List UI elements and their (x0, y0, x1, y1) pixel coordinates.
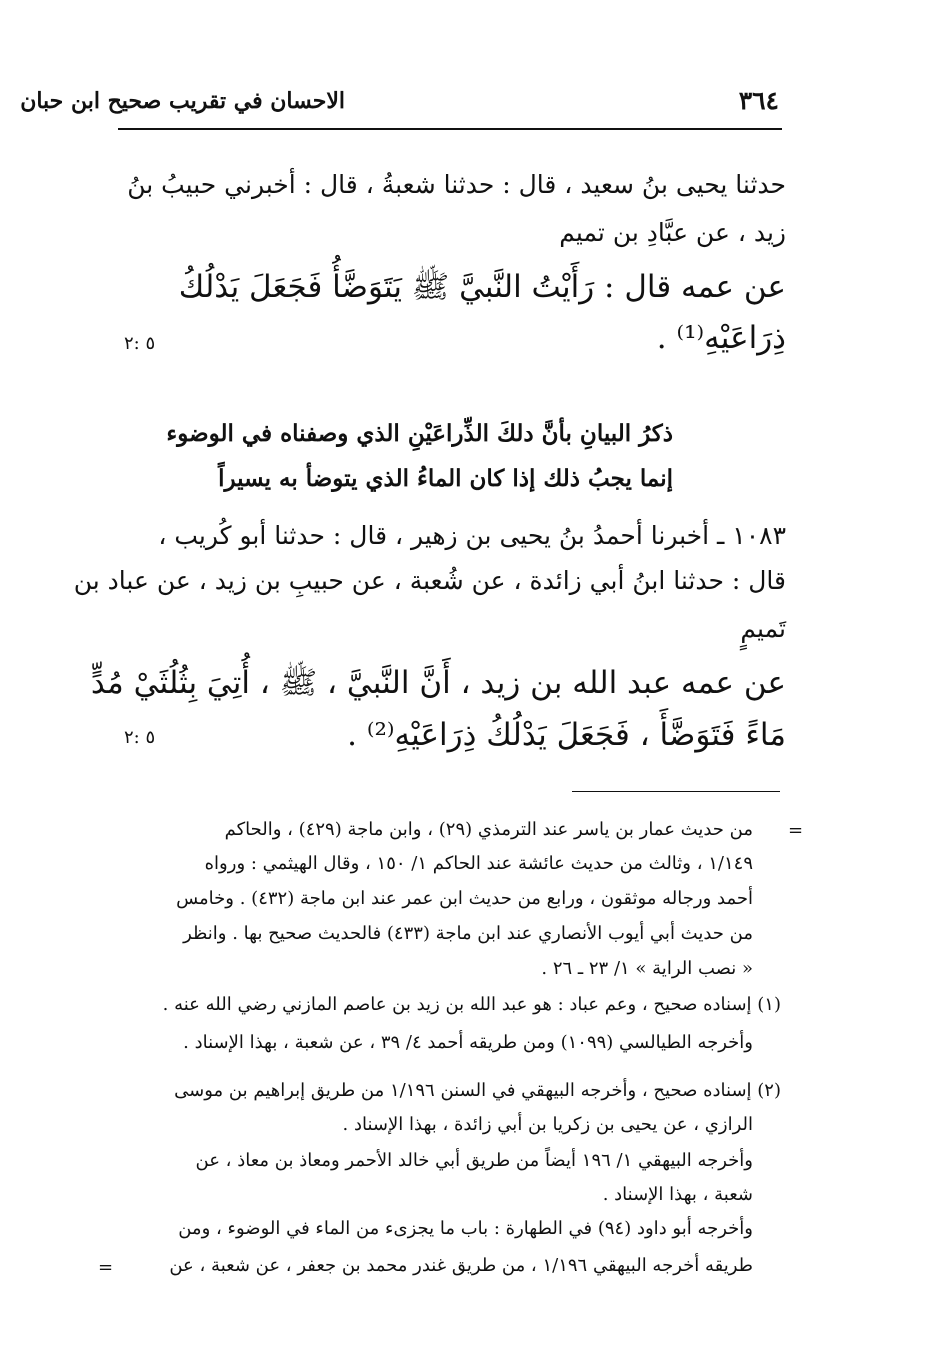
isnad-line: ١٠٨٣ ـ أخبرنا أحمدُ بنُ يحيى بن زهير ، قال : حدثنا أبو كُريب ، (158, 521, 786, 550)
footnote-line: وأخرجه أبو داود (٩٤) في الطهارة : باب ما يجزىء من الماء في الوضوء ، ومن (178, 1218, 753, 1239)
hadith-text-line: ذِرَاعَيْهِ⁽¹⁾ . (656, 320, 786, 356)
cross-reference: ٥ :٢ (124, 333, 156, 354)
footnote-divider (572, 791, 780, 792)
isnad-line: حدثنا يحيى بنُ سعيد ، قال : حدثنا شعبةُ ، قال : أخبرني حبيبُ بنُ (127, 170, 786, 199)
footnote-line: وأخرجه الطيالسي (١٠٩٩) ومن طريقه أحمد ٤/ ٣٩ ، عن شعبة ، بهذا الإسناد . (183, 1032, 753, 1053)
footnote-line: « نصب الراية » ١/ ٢٣ ـ ٢٦ . (541, 958, 753, 979)
footnote-line: شعبة ، بهذا الإسناد . (602, 1184, 753, 1205)
isnad-line: تَميمٍ (740, 614, 786, 643)
footnote-line: (١) إسناده صحيح ، وعم عباد : هو عبد الله بن زيد بن عاصم المازني رضي الله عنه . (162, 994, 781, 1015)
page-number: ٣٦٤ (738, 86, 779, 115)
footnote-line: الرازي ، عن يحيى بن زكريا بن أبي زائدة ، بهذا الإسناد . (342, 1114, 753, 1135)
header-divider (118, 128, 782, 130)
continuation-mark: = (788, 820, 804, 841)
footnote-line: طريقه أخرجه البيهقي ١/١٩٦ ، من طريق غندر محمد بن جعفر ، عن شعبة ، عن (169, 1255, 753, 1276)
footnote-line: أحمد ورجاله موثقون ، ورابع من حديث ابن عمر عند ابن ماجة (٤٣٢) . وخامس (176, 888, 753, 909)
isnad-line: زيد ، عن عبَّادِ بن تميم (559, 218, 786, 247)
continuation-mark: = (98, 1257, 114, 1278)
footnote-line: (٢) إسناده صحيح ، وأخرجه البيهقي في السنن ١/١٩٦ من طريق إبراهيم بن موسى (174, 1080, 781, 1101)
running-title: الاحسان في تقريب صحيح ابن حبان (20, 88, 345, 114)
isnad-line: قال : حدثنا ابنُ أبي زائدة ، عن شُعبة ، عن حبيبِ بن زيد ، عن عباد بن (73, 566, 786, 595)
footnote-line: من حديث أبي أيوب الأنصاري عند ابن ماجة (٤٣٣) فالحديث صحيح بها . وانظر (183, 923, 753, 944)
hadith-text-line: مَاءً فَتَوَضَّأَ ، فَجَعَلَ يَدْلُكُ ذِرَاعَيْهِ⁽²⁾ . (347, 717, 786, 753)
hadith-text-line: عن عمه عبد الله بن زيد ، أَنَّ النَّبيَّ ، ﷺ ، أُتِيَ بِثُلُثَيْ مُدٍّ (90, 665, 786, 701)
chapter-heading-line: إنما يجبُ ذلك إذا كان الماءُ الذي يتوضأ به يسيراً (218, 465, 673, 492)
hadith-text-line: عن عمه قال : رَأَيْتُ النَّبيَّ ﷺ يَتَوَضَّأُ فَجَعَلَ يَدْلُكُ (178, 269, 786, 305)
footnote-line: ١/١٤٩ ، وثالث من حديث عائشة عند الحاكم ١/ ١٥٠ ، وقال الهيثمي : ورواه (204, 853, 753, 874)
cross-reference: ٥ :٢ (124, 727, 156, 748)
footnote-line: من حديث عمار بن ياسر عند الترمذي (٢٩) ، وابن ماجة (٤٢٩) ، والحاكم (224, 819, 753, 840)
chapter-heading-line: ذكرُ البيانِ بأنَّ دلكَ الذِّراعَيْنِ الذي وصفناه في الوضوء (166, 420, 673, 447)
footnote-line: وأخرجه البيهقي ١/ ١٩٦ أيضاً من طريق أبي خالد الأحمر ومعاذ بن معاذ ، عن (195, 1150, 753, 1171)
